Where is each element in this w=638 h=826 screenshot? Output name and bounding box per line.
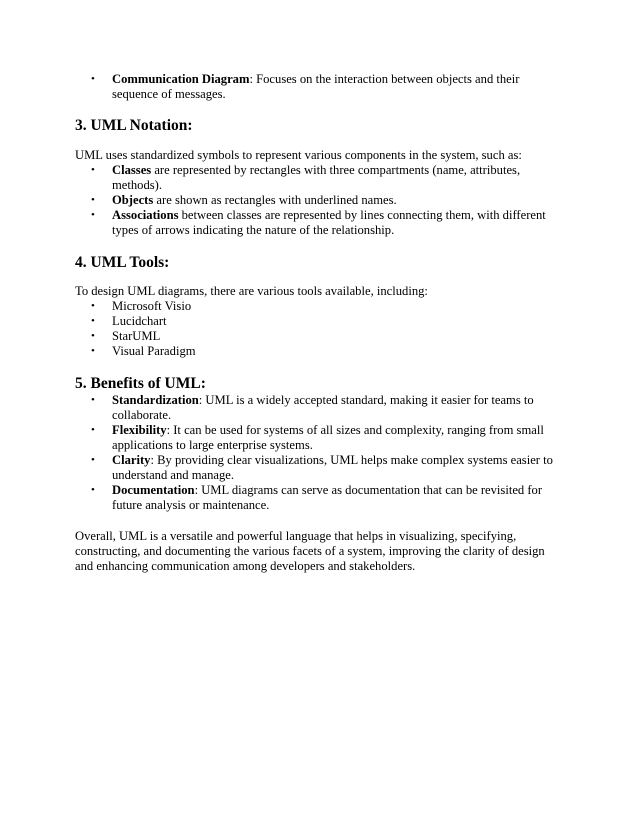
list-item-term: Documentation — [112, 483, 195, 497]
document-page — [75, 72, 565, 574]
benefits-list — [75, 393, 565, 513]
list-item-text: : UML diagrams can serve as documentation that can be revisited for future analysis or maintenance. — [112, 483, 543, 512]
list-item — [75, 329, 565, 344]
tools-list — [75, 299, 565, 359]
list-item-text: : By providing clear visualizations, UML helps make complex systems easier to understand and manage. — [112, 453, 553, 482]
list-item — [75, 72, 565, 102]
section-heading-benefits: 5. Benefits of UML: — [75, 375, 206, 392]
list-item-text: are represented by rectangles with three compartments (name, attributes, methods). — [112, 163, 521, 192]
notation-list — [75, 163, 565, 238]
list-item — [75, 423, 565, 453]
list-item-text: Lucidchart — [112, 314, 167, 328]
bullet-icon: • — [91, 194, 95, 206]
list-item — [75, 193, 565, 208]
list-item — [75, 208, 565, 238]
list-item — [75, 393, 565, 423]
bullet-icon: • — [91, 394, 95, 406]
list-item — [75, 453, 565, 483]
bullet-icon: • — [91, 300, 95, 312]
top-list — [75, 72, 565, 102]
list-item-term: Communication Diagram — [112, 72, 250, 86]
list-item-term: Clarity — [112, 453, 151, 467]
bullet-icon: • — [91, 164, 95, 176]
bullet-icon: • — [91, 330, 95, 342]
bullet-icon: • — [91, 484, 95, 496]
conclusion-paragraph: Overall, UML is a versatile and powerful language that helps in visualizing, specifying, constructing, and documenting the various facets of a system, improving the clarity of design and enhancing communication among developers and stakeholders. — [75, 529, 545, 573]
section-intro: To design UML diagrams, there are various tools available, including: — [75, 284, 428, 298]
list-item — [75, 483, 565, 513]
section-heading-uml-tools: 4. UML Tools: — [75, 254, 170, 271]
list-item-term: Standardization — [112, 393, 199, 407]
bullet-icon: • — [91, 73, 95, 85]
list-item-term: Flexibility — [112, 423, 167, 437]
list-item-text: : Focuses on the interaction between objects and their sequence of messages. — [112, 72, 520, 101]
bullet-icon: • — [91, 424, 95, 436]
list-item-text: are shown as rectangles with underlined names. — [153, 193, 397, 207]
list-item-term: Objects — [112, 193, 154, 207]
list-item-text: : It can be used for systems of all sizes and complexity, ranging from small applications to large enterprise systems. — [112, 423, 544, 452]
list-item-text: StarUML — [112, 329, 161, 343]
bullet-icon: • — [91, 315, 95, 327]
list-item — [75, 344, 565, 359]
bullet-icon: • — [91, 345, 95, 357]
list-item-text: : UML is a widely accepted standard, making it easier for teams to collaborate. — [112, 393, 534, 422]
section-intro: UML uses standardized symbols to represent various components in the system, such as: — [75, 148, 522, 162]
list-item-text: between classes are represented by lines connecting them, with different types of arrows indicating the nature of the relationship. — [112, 208, 546, 237]
bullet-icon: • — [91, 454, 95, 466]
list-item-term: Classes — [112, 163, 152, 177]
list-item — [75, 163, 565, 193]
bullet-icon: • — [91, 209, 95, 221]
section-heading-uml-notation: 3. UML Notation: — [75, 117, 193, 134]
list-item-text: Visual Paradigm — [112, 344, 196, 358]
list-item — [75, 314, 565, 329]
list-item — [75, 299, 565, 314]
list-item-text: Microsoft Visio — [112, 299, 192, 313]
list-item-term: Associations — [112, 208, 179, 222]
